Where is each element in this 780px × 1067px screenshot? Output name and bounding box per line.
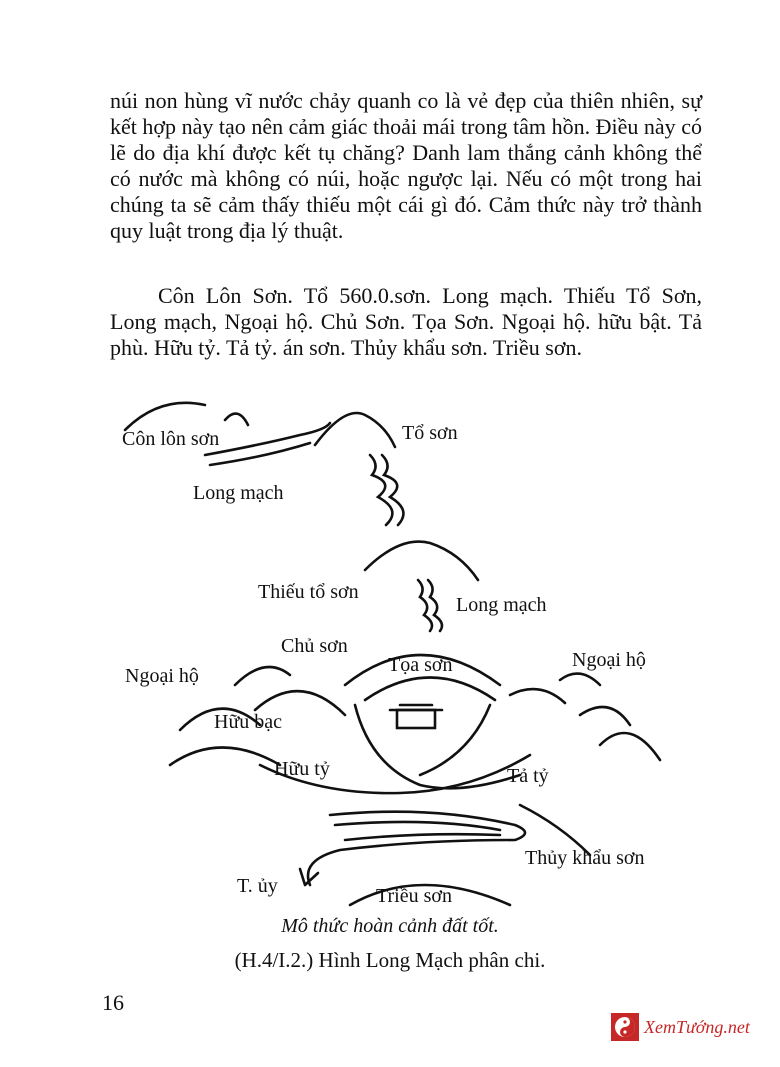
label-to-son: Tổ sơn <box>402 422 458 444</box>
body-paragraph-2: Côn Lôn Sơn. Tổ 560.0.sơn. Long mạch. Thiếu Tổ Sơn, Long mạch, Ngoại hộ. Chủ Sơn. Tọa Sơn. Ngoại hộ. hữu bật. Tả phù. Hữu tỷ. Tả tỷ. án sơn. Thủy khẩu sơn. Triều sơn. <box>110 283 702 360</box>
yin-yang-icon <box>610 1012 640 1042</box>
label-huu-bac: Hữu bạc <box>214 711 283 733</box>
huu-ty-arm <box>355 705 520 788</box>
watermark-text: XemTướng.net <box>644 1016 750 1037</box>
long-mach-river <box>205 423 330 455</box>
long-mach-zigzag <box>370 455 392 525</box>
page-number: 16 <box>102 990 124 1015</box>
ngoai-ho-left-mountain <box>235 667 290 685</box>
con-lon-mountain <box>125 403 205 430</box>
toa-son-mountain <box>365 678 495 701</box>
label-ngoai-ho-left: Ngoại hộ <box>125 665 199 687</box>
label-chu-son: Chủ sơn <box>281 635 348 657</box>
con-lon-mountain-small <box>225 414 248 425</box>
label-huu-ty: Hữu tỷ <box>274 758 330 780</box>
label-long-mach-2: Long mạch <box>456 594 547 616</box>
figure-caption-italic: Mô thức hoàn cảnh đất tốt. <box>281 915 499 937</box>
label-toa-son: Tọa sơn <box>388 654 453 676</box>
body-paragraph-1: núi non hùng vĩ nước chảy quanh co là vẻ đẹp của thiên nhiên, sự kết hợp này tạo nên cảm giác thoải mái trong tâm hồn. Điều này có lẽ do địa khí được kết tụ chăng? Danh lam thắng cảnh không thể có nước mà không có núi, hoặc ngược lại. Nếu có một trong hai chúng ta sẽ cảm thấy thiếu một cái gì đó. Cảm thức này trở thành quy luật trong địa lý thuật. <box>110 88 702 243</box>
label-ngoai-ho-right: Ngoại hộ <box>572 649 646 671</box>
label-con-lon-son: Côn lôn sơn <box>122 428 220 450</box>
ta-ty-arm <box>420 705 490 775</box>
label-ta-ty: Tả tỷ <box>507 765 549 787</box>
figure-caption: (H.4/I.2.) Hình Long Mạch phân chi. <box>234 948 546 972</box>
label-thieu-to-son: Thiếu tổ sơn <box>258 581 359 603</box>
ngoai-ho-right-mountain <box>560 674 600 685</box>
label-trieu-son: Triều sơn <box>376 885 452 907</box>
label-thuy-khau-son: Thủy khẩu sơn <box>525 847 645 869</box>
watermark <box>610 1012 750 1042</box>
house-icon <box>397 710 435 728</box>
long-mach-zigzag-small <box>418 580 432 631</box>
long-mach-diagram <box>0 385 780 915</box>
label-t-uy: T. ủy <box>237 875 278 897</box>
label-long-mach-1: Long mạch <box>193 482 284 504</box>
to-son-mountain <box>315 413 395 447</box>
thieu-to-son-mountain <box>365 542 478 580</box>
